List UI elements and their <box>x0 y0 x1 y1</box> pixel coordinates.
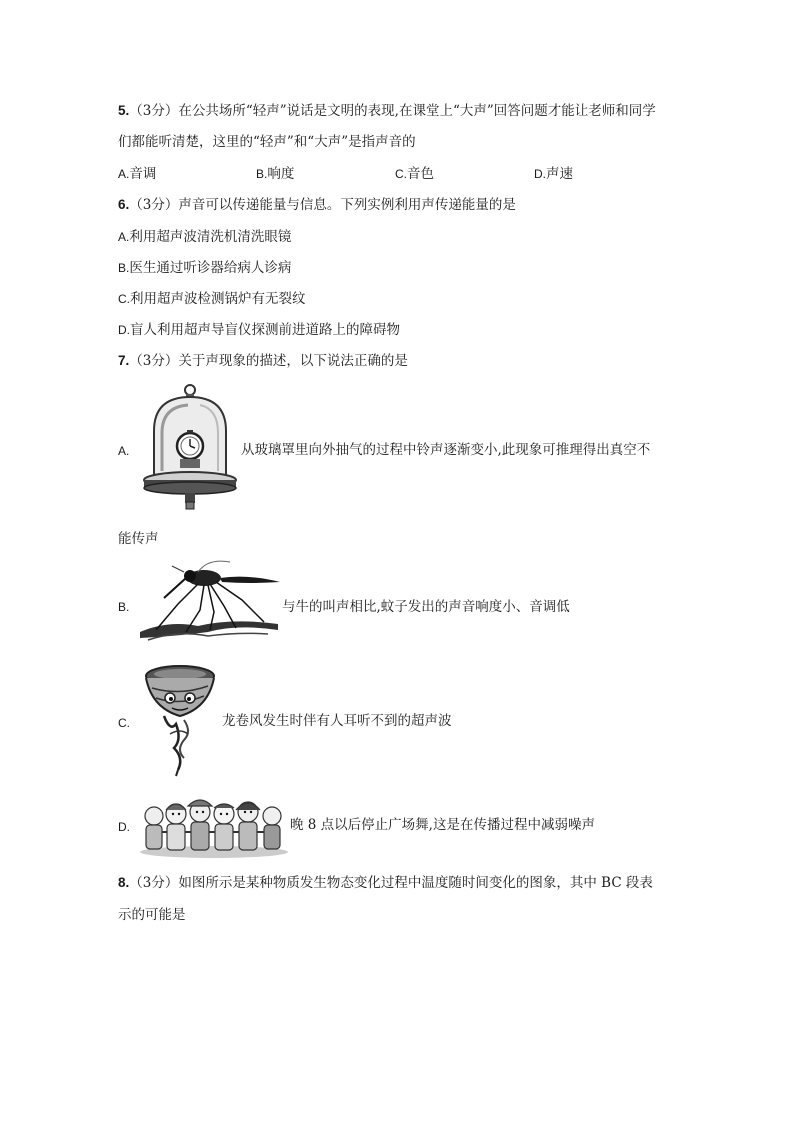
option-b-text: 与牛的叫声相比,蚊子发出的声音响度小、音调低 <box>282 599 570 615</box>
option-c: C.利用超声波检测锅炉有无裂纹 <box>118 291 306 307</box>
option-a: A.音调 <box>118 166 157 182</box>
option-d-text: 晚 8 点以后停止广场舞,这是在传播过程中减弱噪声 <box>290 817 595 833</box>
question-6-stem: 6.（3分）声音可以传递能量与信息。下列实例利用声传递能量的是 <box>118 197 516 213</box>
mosquito-image <box>138 560 282 644</box>
option-a-text-continued: 能传声 <box>118 531 159 547</box>
question-8-line-2: 示的可能是 <box>118 907 186 923</box>
option-d: D.声速 <box>534 166 573 182</box>
square-dance-image <box>138 792 290 858</box>
option-b: B.响度 <box>256 166 295 182</box>
question-number: 7. <box>118 353 130 368</box>
bell-jar-image <box>140 383 240 511</box>
question-5-line-1: 5.（3分）在公共场所“轻声”说话是文明的表现,在课堂上“大声”回答问题才能让老师和同学 <box>118 103 656 119</box>
option-d-letter: D. <box>118 820 130 834</box>
question-number: 5. <box>118 103 130 118</box>
option-b-letter: B. <box>118 600 130 614</box>
question-7-stem: 7.（3分）关于声现象的描述，以下说法正确的是 <box>118 353 408 369</box>
question-number: 8. <box>118 875 130 890</box>
question-number: 6. <box>118 197 130 212</box>
option-c-text: 龙卷风发生时伴有人耳听不到的超声波 <box>222 713 452 729</box>
option-d: D.盲人利用超声导盲仪探测前进道路上的障碍物 <box>118 322 400 338</box>
option-a-letter: A. <box>118 444 130 458</box>
option-a-text: 从玻璃罩里向外抽气的过程中铃声逐渐变小,此现象可推理得出真空不 <box>241 442 651 458</box>
option-a: A.利用超声波清洗机清洗眼镜 <box>118 229 292 245</box>
tornado-image <box>140 662 220 778</box>
option-c: C.音色 <box>395 166 434 182</box>
question-5-line-2: 们都能听清楚，这里的“轻声”和“大声”是指声音的 <box>118 134 416 150</box>
option-c-letter: C. <box>118 716 130 730</box>
option-b: B.医生通过听诊器给病人诊病 <box>118 260 292 276</box>
question-8-line-1: 8.（3分）如图所示是某种物质发生物态变化过程中温度随时间变化的图象，其中 BC 段表 <box>118 875 653 891</box>
